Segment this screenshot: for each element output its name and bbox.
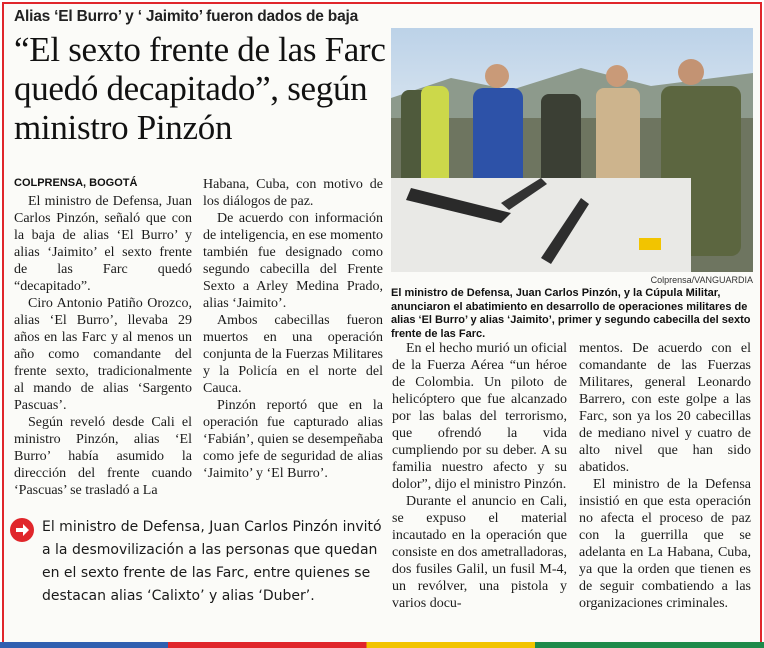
arrow-right-icon — [10, 518, 34, 542]
paragraph: En el hecho murió un oficial de la Fuerza Aérea “un héroe de Colombia. Un piloto de helicóptero que fue alcanzado por las balas del terrorismo, que ofrendó la vida cumpliendo por su deber. A su familia nuestro afecto y su dolor”, dijo el ministro Pinzón. — [392, 341, 567, 492]
paragraph: Según reveló desde Cali el ministro Pinzón, alias ‘El Burro’ había asumido la dirección del frente cuando ‘Pascuas’ se trasladó a La — [14, 415, 192, 498]
kicker: Alias ‘El Burro’ y ‘ Jaimito’ fueron dados de baja — [14, 8, 359, 25]
paragraph: Ciro Antonio Patiño Orozco, alias ‘El Burro’, llevaba 29 años en las Farc y al menos un año como comandante del frente sexto, tradicionalmente al mando de alias ‘Sargento Pascuas’. — [14, 296, 192, 413]
photo-caption: El ministro de Defensa, Juan Carlos Pinzón, y la Cúpula Militar, anunciaron el abatimiento en desarrollo de operaciones militares de alias ‘El Burro’ y alias ‘Jaimito’, primer y segundo cabecilla del sexto frente de las Farc. — [391, 287, 751, 340]
paragraph: El ministro de Defensa, Juan Carlos Pinzón, señaló que con la baja de alias ‘El Burro’ y alias ‘Jaimito’ el sexto frente de las Farc quedó “decapitado”. — [14, 194, 192, 294]
column-2 — [203, 176, 383, 482]
color-stripe — [0, 642, 764, 648]
paragraph: De acuerdo con información de inteligencia, en ese momento también fue designado como segundo cabecilla del Frente Sexto a Arley Medina Prado, alias ‘Jaimito’. — [203, 211, 383, 311]
photo-illustration — [391, 28, 753, 272]
pull-quote-text: El ministro de Defensa, Juan Carlos Pinzón invitó a la desmovilización a las personas que quedan en el sexto frente de las Farc, entre quienes se destacan alias ‘Calixto’ y alias ‘Duber’. — [42, 519, 382, 604]
byline: COLPRENSA, BOGOTÁ — [14, 177, 138, 189]
paragraph: Habana, Cuba, con motivo de los diálogos de paz. — [203, 177, 383, 209]
paragraph: Durante el anuncio en Cali, se expuso el material incautado en la operación que consiste en dos ametralladoras, dos fusiles Galil, un fusil M-4, un revólver, una pistola y varios docu- — [392, 494, 567, 611]
column-4 — [579, 340, 751, 612]
photo-credit: Colprensa/VANGUARDIA — [650, 275, 753, 285]
headline: “El sexto frente de las Farc quedó decapitado”, según ministro Pinzón — [14, 30, 386, 147]
paragraph: mentos. De acuerdo con el comandante de las Fuerzas Militares, general Leonardo Barrero, con este golpe a las Farc, son ya los 20 cabecillas de mediano nivel y cuatro de alto nivel que han sido abatidos. — [579, 341, 751, 475]
news-photo — [391, 28, 753, 272]
paragraph: El ministro de la Defensa insistió en que esta operación no afecta el proceso de paz con la guerrilla que se adelanta en La Habana, Cuba, ya que la orden que tienen es de seguir combatiendo a las organizaciones criminales. — [579, 477, 751, 611]
paragraph: Pinzón reportó que en la operación fue capturado alias ‘Fabián’, quien se desempeñaba como jefe de seguridad de alias ‘Jaimito’ y ‘El Burro’. — [203, 398, 383, 481]
paragraph: Ambos cabecillas fueron muertos en una operación conjunta de la Fuerzas Militares y la Policía en el norte del Cauca. — [203, 313, 383, 396]
column-1 — [14, 193, 192, 499]
column-3 — [392, 340, 567, 612]
